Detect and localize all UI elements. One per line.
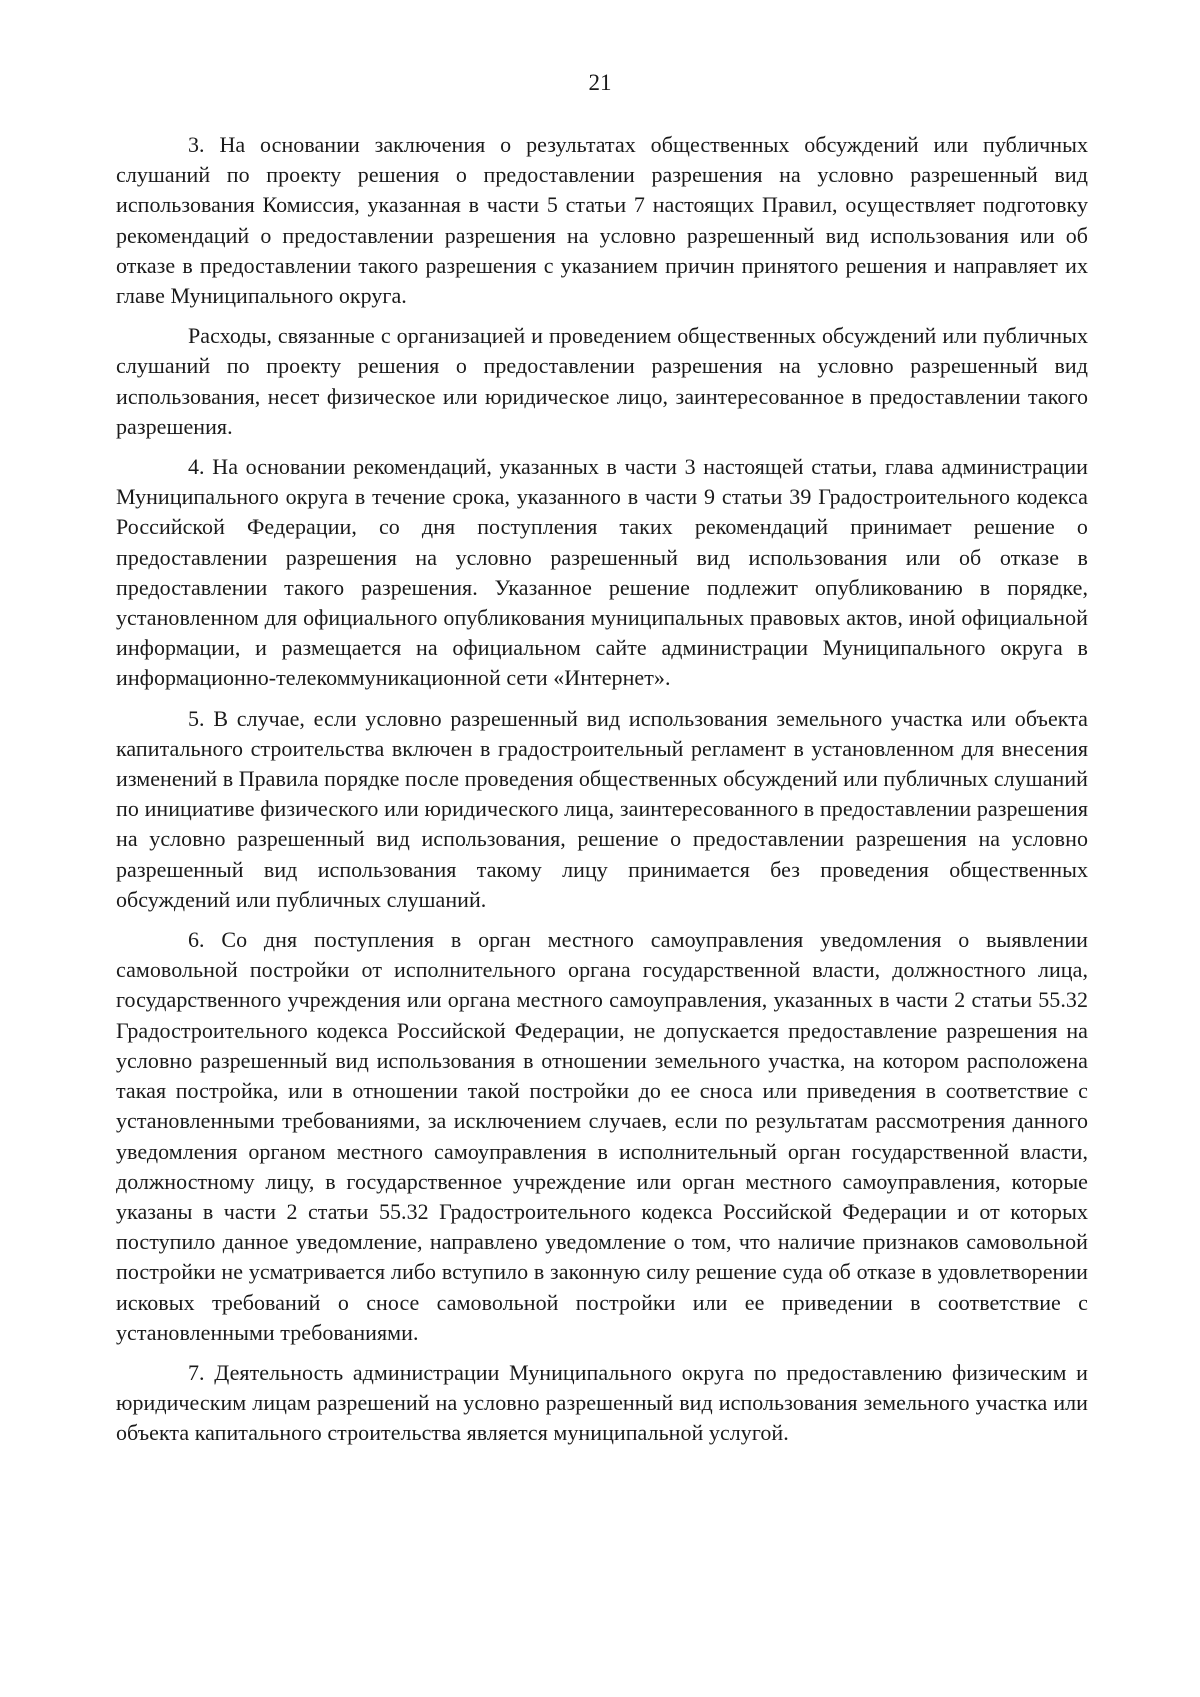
document-body — [116, 130, 1088, 1459]
paragraph-3: 3. На основании заключения о результатах общественных обсуждений или публичных слушаний по проекту решения о предоставлении разрешения на условно разрешенный вид использования Комиссия, указанная в части 5 статьи 7 настоящих Правил, осуществляет подготовку рекомендаций о предоставлении разрешения на условно разрешенный вид использования или об отказе в предоставлении такого разрешения с указанием причин принятого решения и направляет их главе Муниципального округа. — [116, 132, 1088, 309]
paragraph-7: 7. Деятельность администрации Муниципального округа по предоставлению физическим и юридическим лицам разрешений на условно разрешенный вид использования земельного участка или объекта капитального строительства является муниципальной услугой. — [116, 1359, 1088, 1446]
paragraph-5: 5. В случае, если условно разрешенный вид использования земельного участка или объекта капитального строительства включен в градостроительный регламент в установленном для внесения изменений в Правила порядке после проведения общественных обсуждений или публичных слушаний по инициативе физического или юридического лица, заинтересованного в предоставлении разрешения на условно разрешенный вид использования, решение о предоставлении разрешения на условно разрешенный вид использования такому лицу принимается без проведения общественных обсуждений или публичных слушаний. — [116, 705, 1088, 912]
page-number: 21 — [588, 70, 612, 95]
paragraph-expenses: Расходы, связанные с организацией и проведением общественных обсуждений или публичных слушаний по проекту решения о предоставлении разрешения на условно разрешенный вид использования, несет физическое или юридическое лицо, заинтересованное в предоставлении такого разрешения. — [116, 323, 1088, 439]
paragraph-6: 6. Со дня поступления в орган местного самоуправления уведомления о выявлении самовольной постройки от исполнительного органа государственной власти, должностного лица, государственного учреждения или органа местного самоуправления, указанных в части 2 статьи 55.32 Градостроительного кодекса Российской Федерации, не допускается предоставление разрешения на условно разрешенный вид использования в отношении земельного участка, на котором расположена такая постройка, или в отношении такой постройки до ее сноса или приведения в соответствие с установленными требованиями, за исключением случаев, если по результатам рассмотрения данного уведомления органом местного самоуправления в исполнительный орган государственной власти, должностному лицу, в государственное учреждение или орган местного самоуправления, которые указаны в части 2 статьи 55.32 Градостроительного кодекса Российской Федерации и от которых поступило данное уведомление, направлено уведомление о том, что наличие признаков самовольной постройки не усматривается либо вступило в законную силу решение суда об отказе в удовлетворении исковых требований о сносе самовольной постройки или ее приведении в соответствие с установленными требованиями. — [116, 927, 1088, 1345]
paragraph-4: 4. На основании рекомендаций, указанных в части 3 настоящей статьи, глава администрации Муниципального округа в течение срока, указанного в части 9 статьи 39 Градостроительного кодекса Российской Федерации, со дня поступления таких рекомендаций принимает решение о предоставлении разрешения на условно разрешенный вид использования или об отказе в предоставлении такого разрешения. Указанное решение подлежит опубликованию в порядке, установленном для официального опубликования муниципальных правовых актов, иной официальной информации, и размещается на официальном сайте администрации Муниципального округа в информационно-телекоммуникационной сети «Интернет». — [116, 454, 1088, 691]
